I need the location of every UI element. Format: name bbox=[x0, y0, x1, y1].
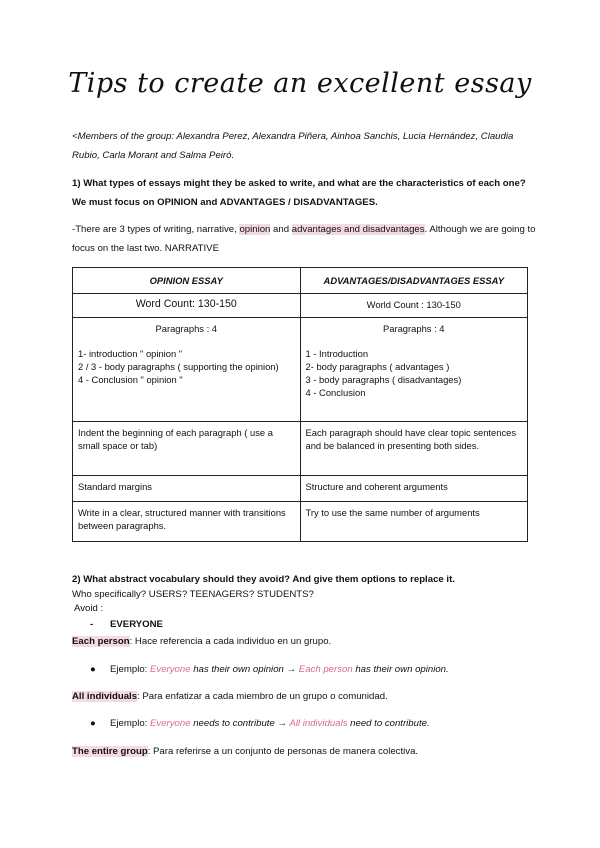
intro-text-2: and bbox=[270, 224, 292, 235]
intro-paragraph bbox=[72, 220, 542, 258]
example-end: has their own opinion. bbox=[352, 664, 449, 675]
question-2-label: 2) What abstract vocabulary should they avoid? And give them options to replace it. bbox=[72, 574, 455, 585]
definition-entire-group bbox=[72, 746, 418, 757]
page-title: Tips to create an excellent essay bbox=[68, 68, 532, 99]
list-item: 4 - Conclusion bbox=[305, 387, 366, 398]
bullet-icon: ● bbox=[90, 718, 96, 729]
definition-term: Each person bbox=[72, 636, 130, 647]
example-all-individuals bbox=[90, 718, 430, 729]
question-2-sub: Who specifically? USERS? TEENAGERS? STUDENTS? bbox=[72, 589, 314, 600]
example-mid: needs to contribute → bbox=[190, 718, 290, 729]
paragraphs-head-opinion: Paragraphs : 4 bbox=[155, 323, 217, 334]
definition-all-individuals bbox=[72, 691, 388, 702]
definition-term: The entire group bbox=[72, 746, 148, 757]
intro-text-3: . Although we are going to focus on the last two. NARRATIVE bbox=[72, 224, 536, 254]
table-cell: Each paragraph should have clear topic sentences and be balanced in presenting both sides. bbox=[300, 422, 528, 476]
list-item: 3 - body paragraphs ( disadvantages) bbox=[305, 374, 462, 385]
table-cell: Try to use the same number of arguments bbox=[300, 502, 528, 542]
bullet-icon: ● bbox=[90, 664, 96, 675]
dash-bullet: - bbox=[90, 619, 94, 630]
members-line: <Members of the group: Alexandra Perez, Alexandra Piñera, Ainhoa Sanchis, Lucia Hernández, Claudia Rubio, Carla Morant and Salma Peiró. bbox=[72, 131, 514, 161]
list-item: 2 / 3 - body paragraphs ( supporting the opinion) bbox=[78, 361, 279, 372]
definition-each-person bbox=[72, 636, 331, 647]
list-item: 1- introduction " opinion " bbox=[78, 348, 183, 359]
table-cell: Standard margins bbox=[73, 476, 301, 502]
list-item: 2- body paragraphs ( advantages ) bbox=[305, 361, 450, 372]
definition-text: : Hace referencia a cada individuo en un grupo. bbox=[129, 636, 332, 647]
table-header-advantages: ADVANTAGES/DISADVANTAGES ESSAY bbox=[300, 268, 528, 294]
definition-text: : Para enfatizar a cada miembro de un grupo o comunidad. bbox=[137, 691, 388, 702]
definition-text: : Para referirse a un conjunto de personas de manera colectiva. bbox=[147, 746, 419, 757]
everyone-item bbox=[90, 619, 163, 630]
definition-term: All individuals bbox=[72, 691, 138, 702]
word-count-advantages: World Count : 130-150 bbox=[300, 294, 528, 318]
example-mid: has their own opinion → bbox=[190, 664, 299, 675]
example-each-person bbox=[90, 664, 449, 675]
example-word-b: All individuals bbox=[289, 718, 348, 729]
question-2 bbox=[72, 572, 542, 602]
paragraphs-advantages bbox=[300, 318, 528, 422]
highlight-advantages: advantages and disadvantages bbox=[291, 224, 425, 235]
example-word-a: Everyone bbox=[150, 664, 191, 675]
intro-text-1: -There are 3 types of writing, narrative, bbox=[72, 224, 240, 235]
example-word-a: Everyone bbox=[150, 718, 191, 729]
table-cell: Write in a clear, structured manner with transitions between paragraphs. bbox=[73, 502, 301, 542]
table-cell: Structure and coherent arguments bbox=[300, 476, 528, 502]
list-item: 1 - Introduction bbox=[305, 348, 369, 359]
example-word-b: Each person bbox=[298, 664, 353, 675]
table-header-opinion: OPINION ESSAY bbox=[73, 268, 301, 294]
list-item: 4 - Conclusion " opinion " bbox=[78, 374, 183, 385]
everyone-label: EVERYONE bbox=[110, 619, 163, 630]
word-count-opinion: Word Count: 130-150 bbox=[73, 294, 301, 318]
paragraphs-opinion bbox=[73, 318, 301, 422]
avoid-label: Avoid : bbox=[74, 603, 104, 614]
example-prefix: Ejemplo: bbox=[110, 664, 150, 675]
table-cell: Indent the beginning of each paragraph ( use a small space or tab) bbox=[73, 422, 301, 476]
essay-table bbox=[72, 267, 528, 542]
example-end: need to contribute. bbox=[347, 718, 430, 729]
highlight-opinion: opinion bbox=[239, 224, 271, 235]
example-prefix: Ejemplo: bbox=[110, 718, 150, 729]
question-1: 1) What types of essays might they be asked to write, and what are the characteristics of each one? We must focus on OPINION and ADVANTAGES / DISADVANTAGES. bbox=[72, 178, 526, 208]
paragraphs-head-advantages: Paragraphs : 4 bbox=[383, 323, 445, 334]
